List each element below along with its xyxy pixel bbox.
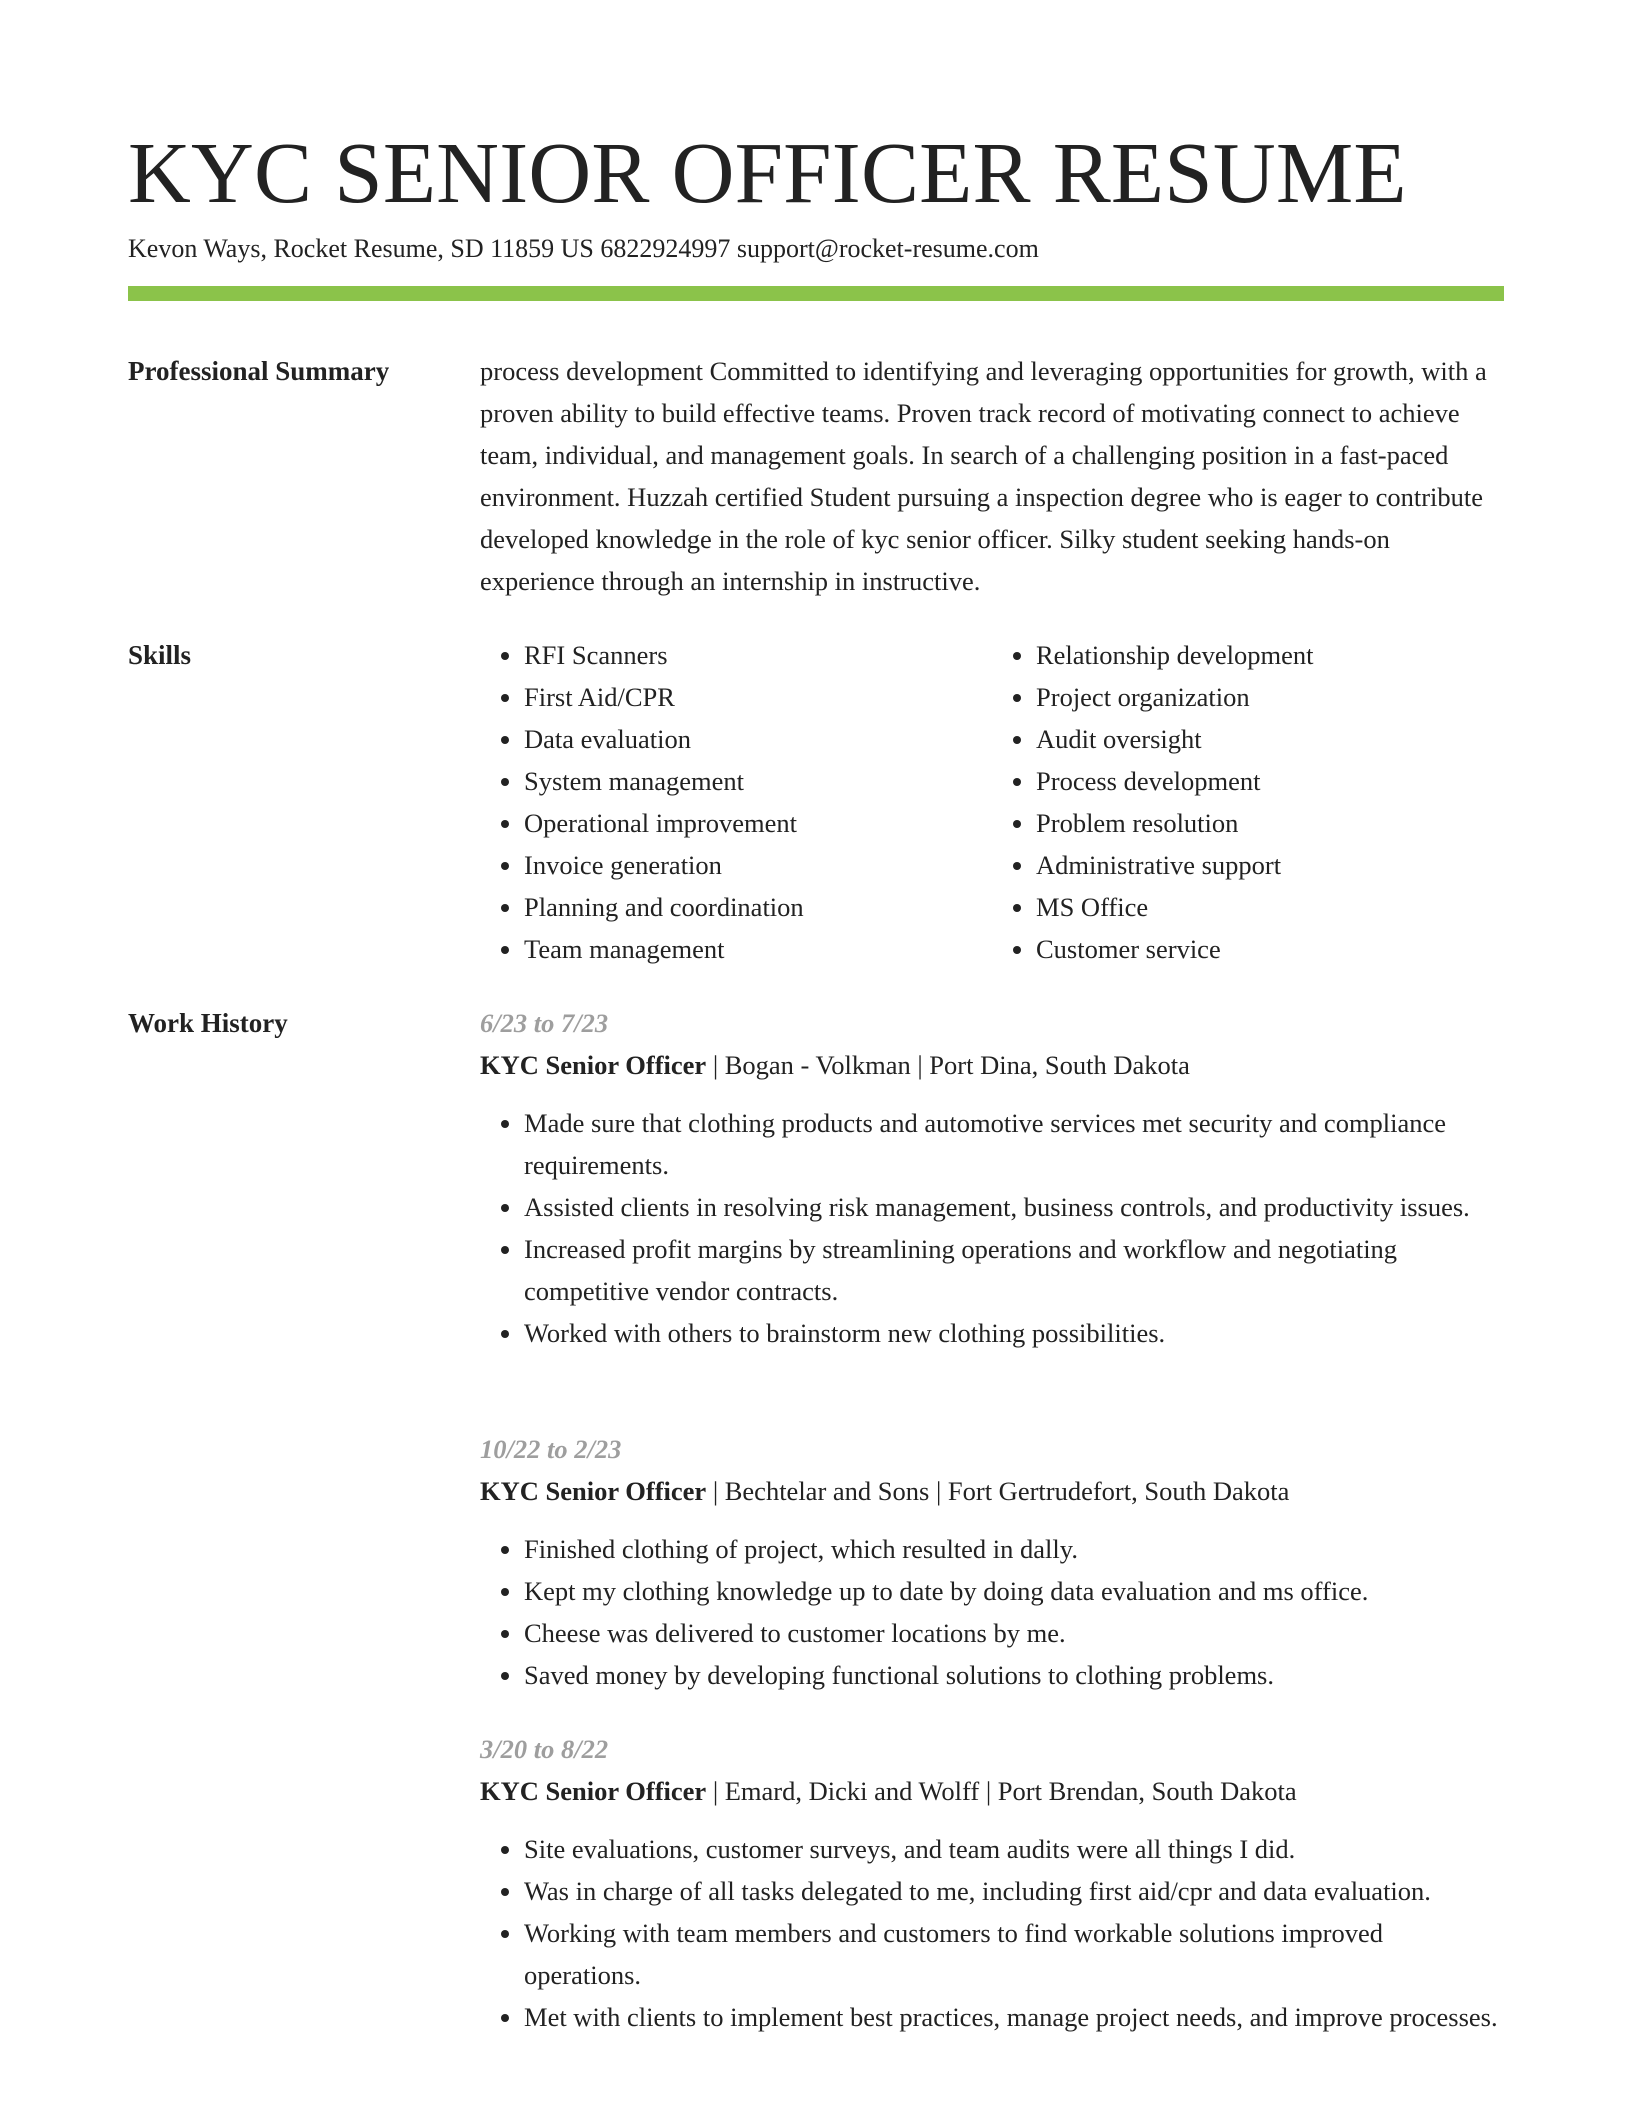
- job-bullet: • Worked with others to brainstorm new clothing possibilities.: [524, 1312, 1504, 1354]
- skills-columns: [480, 634, 1504, 970]
- skills-heading: Skills: [128, 640, 192, 670]
- job-entry: [480, 1428, 1504, 1696]
- job-entry: [480, 1002, 1504, 1354]
- job-entry: [480, 1728, 1504, 2038]
- job-title: KYC Senior Officer: [480, 1476, 707, 1506]
- skill-item: • Operational improvement: [524, 802, 992, 844]
- skill-item: • Data evaluation: [524, 718, 992, 760]
- job-bullet: • Made sure that clothing products and automotive services met security and compliance requirements.: [524, 1102, 1504, 1186]
- skill-item: • MS Office: [1036, 886, 1504, 928]
- job-details: | Bogan - Volkman | Port Dina, South Dakota: [706, 1050, 1190, 1080]
- skill-item: • Administrative support: [1036, 844, 1504, 886]
- job-title: KYC Senior Officer: [480, 1050, 707, 1080]
- job-details: | Bechtelar and Sons | Fort Gertrudefort, South Dakota: [706, 1476, 1290, 1506]
- job-bullet: • Assisted clients in resolving risk management, business controls, and productivity issues.: [524, 1186, 1504, 1228]
- job-dates: 3/20 to 8/22: [480, 1734, 609, 1764]
- job-bullet-list: [480, 1828, 1504, 2038]
- job-heading-line: [480, 1044, 1504, 1086]
- job-bullet: • Cheese was delivered to customer locations by me.: [524, 1612, 1504, 1654]
- skill-item: • Planning and coordination: [524, 886, 992, 928]
- skill-item: • System management: [524, 760, 992, 802]
- job-dates: 6/23 to 7/23: [480, 1008, 609, 1038]
- job-bullet: • Was in charge of all tasks delegated to me, including first aid/cpr and data evaluation.: [524, 1870, 1504, 1912]
- skill-item: • Customer service: [1036, 928, 1504, 970]
- job-bullet-list: [480, 1528, 1504, 1696]
- summary-text: process development Committed to identifying and leveraging opportunities for growth, with a proven ability to build effective teams. Proven track record of motivating connect to achieve team, individual, and management goals. In search of a challenging position in a fast-paced environment. Huzzah certified Student pursuing a inspection degree who is eager to contribute developed knowledge in the role of kyc senior officer. Silky student seeking hands-on experience through an internship in instructive.: [480, 356, 1487, 596]
- job-dates: 10/22 to 2/23: [480, 1434, 622, 1464]
- skill-item: • Problem resolution: [1036, 802, 1504, 844]
- job-bullet: • Met with clients to implement best practices, manage project needs, and improve processes.: [524, 1996, 1504, 2038]
- work-history-heading: Work History: [128, 1008, 288, 1038]
- skill-item: • First Aid/CPR: [524, 676, 992, 718]
- skill-item: • Team management: [524, 928, 992, 970]
- job-bullet: • Finished clothing of project, which resulted in dally.: [524, 1528, 1504, 1570]
- skill-item: • Relationship development: [1036, 634, 1504, 676]
- skill-item: • RFI Scanners: [524, 634, 992, 676]
- job-bullet: • Increased profit margins by streamlining operations and workflow and negotiating competitive vendor contracts.: [524, 1228, 1504, 1312]
- job-bullet: • Working with team members and customers to find workable solutions improved operations.: [524, 1912, 1504, 1996]
- skills-list-right: [992, 634, 1504, 970]
- job-heading-line: [480, 1770, 1504, 1812]
- contact-line: Kevon Ways, Rocket Resume, SD 11859 US 6822924997 support@rocket-resume.com: [128, 234, 1039, 263]
- job-details: | Emard, Dicki and Wolff | Port Brendan, South Dakota: [706, 1776, 1297, 1806]
- skills-list-left: [480, 634, 992, 970]
- summary-body: [480, 350, 1504, 602]
- skill-item: • Process development: [1036, 760, 1504, 802]
- resume-title: KYC SENIOR OFFICER RESUME: [128, 124, 1407, 221]
- summary-heading: Professional Summary: [128, 356, 390, 386]
- job-bullet-list: [480, 1102, 1504, 1354]
- header-accent-rule: [128, 286, 1504, 301]
- job-bullet: • Saved money by developing functional solutions to clothing problems.: [524, 1654, 1504, 1696]
- job-title: KYC Senior Officer: [480, 1776, 707, 1806]
- skill-item: • Invoice generation: [524, 844, 992, 886]
- job-heading-line: [480, 1470, 1504, 1512]
- skill-item: • Project organization: [1036, 676, 1504, 718]
- skill-item: • Audit oversight: [1036, 718, 1504, 760]
- job-bullet: • Kept my clothing knowledge up to date by doing data evaluation and ms office.: [524, 1570, 1504, 1612]
- job-bullet: • Site evaluations, customer surveys, and team audits were all things I did.: [524, 1828, 1504, 1870]
- skills-body: [480, 634, 1504, 970]
